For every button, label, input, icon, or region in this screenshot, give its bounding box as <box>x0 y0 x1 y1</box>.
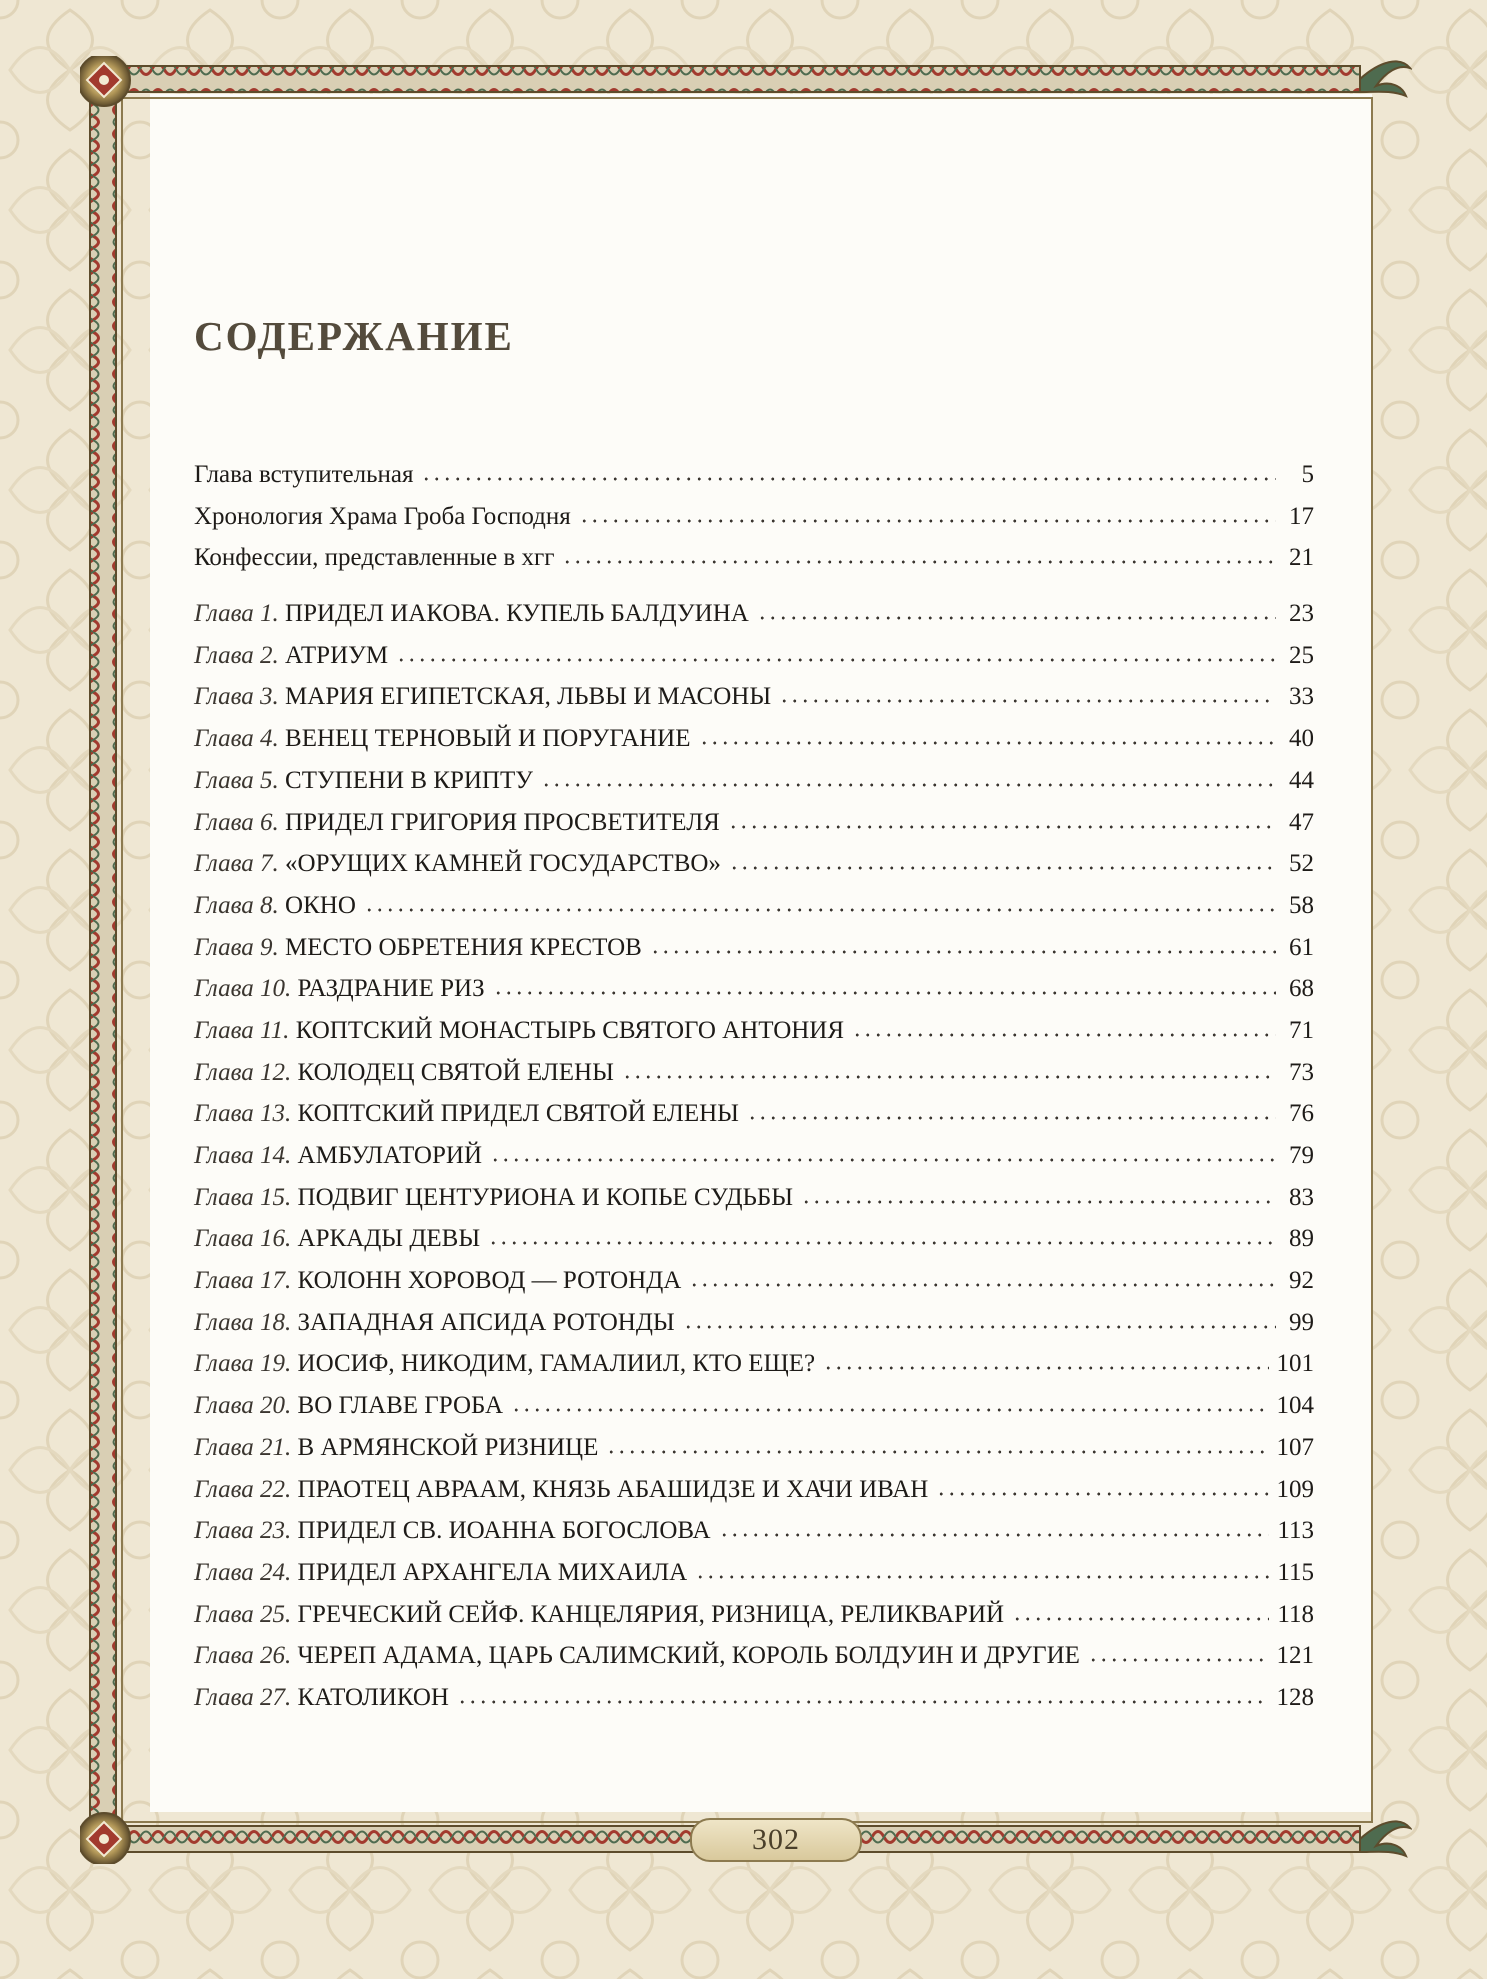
chapter-title: АМБУЛАТОРИЙ <box>297 1142 482 1169</box>
toc-entry-label <box>194 1100 739 1128</box>
toc-entry-front-2[interactable] <box>194 503 1314 545</box>
chapter-number: Глава 14. <box>194 1142 292 1169</box>
dot-leader <box>729 865 1276 871</box>
dot-leader <box>779 698 1276 704</box>
toc-page-number: 109 <box>1276 1475 1314 1503</box>
toc-entry-front-1[interactable] <box>194 461 1314 503</box>
chapter-title: АТРИУМ <box>285 641 389 669</box>
chapter-title: ОКНО <box>285 891 356 919</box>
toc-page-number: 121 <box>1276 1642 1314 1670</box>
dot-leader <box>541 782 1276 788</box>
dot-leader <box>457 1699 1269 1705</box>
toc-entry-label <box>194 1642 1080 1670</box>
page-number-cartouche <box>690 1818 862 1862</box>
chapter-title: ПРИДЕЛ ИАКОВА. КУПЕЛЬ БАЛДУИНА <box>285 600 749 628</box>
toc-entry-label <box>194 1392 503 1420</box>
toc-entry-chapter-23[interactable] <box>194 1517 1314 1559</box>
toc-page-number: 47 <box>1289 808 1314 836</box>
toc-entry-label <box>194 600 749 628</box>
toc-entry-chapter-24[interactable] <box>194 1559 1314 1601</box>
dot-leader <box>622 1074 1276 1080</box>
dot-leader <box>683 1324 1276 1330</box>
chapter-number: Глава 17. <box>194 1267 292 1295</box>
chapter-number: Глава 11. <box>194 1016 290 1044</box>
chapter-number: Глава 7. <box>194 850 279 878</box>
toc-entry-label <box>194 1267 681 1295</box>
dot-leader <box>562 559 1276 565</box>
toc-entry-label <box>194 1350 815 1378</box>
chapter-number: Глава 10. <box>194 975 292 1003</box>
toc-entry-label <box>194 1142 482 1170</box>
chapter-number: Глава 23. <box>194 1517 292 1545</box>
toc-entry-chapter-10[interactable] <box>194 975 1314 1017</box>
toc-entry-chapter-12[interactable] <box>194 1059 1314 1101</box>
toc-page-number: 89 <box>1289 1225 1314 1253</box>
dot-leader <box>801 1199 1276 1205</box>
toc-entry-chapter-5[interactable] <box>194 767 1314 809</box>
toc-entry-chapter-16[interactable] <box>194 1225 1314 1267</box>
toc-entry-chapter-20[interactable] <box>194 1392 1314 1434</box>
dot-leader <box>823 1365 1268 1371</box>
toc-entry-chapter-9[interactable] <box>194 934 1314 976</box>
chapter-number: Глава 27. <box>194 1683 292 1711</box>
toc-entry-chapter-4[interactable] <box>194 725 1314 767</box>
toc-entry-label <box>194 1684 449 1712</box>
dot-leader <box>396 657 1276 663</box>
toc-entry-chapter-6[interactable] <box>194 809 1314 851</box>
chapter-number: Глава 3. <box>194 683 279 711</box>
dot-leader <box>364 907 1276 913</box>
chapter-title: ПРИДЕЛ АРХАНГЕЛА МИХАИЛА <box>297 1558 688 1586</box>
chapter-title: ПОДВИГ ЦЕНТУРИОНА И КОПЬЕ СУДЬБЫ <box>297 1183 794 1211</box>
toc-entry-chapter-1[interactable] <box>194 600 1314 642</box>
chapter-title: МАРИЯ ЕГИПЕТСКАЯ, ЛЬВЫ И МАСОНЫ <box>285 683 772 711</box>
toc-entry-label <box>194 850 721 878</box>
toc-page-number: 71 <box>1289 1016 1314 1044</box>
page-title: СОДЕРЖАНИЕ <box>194 313 514 359</box>
dot-leader <box>852 1032 1276 1038</box>
chapter-title: ПРИДЕЛ ГРИГОРИЯ ПРОСВЕТИТЕЛЯ <box>285 808 720 836</box>
chapter-title: РАЗДРАНИЕ РИЗ <box>297 975 485 1003</box>
chapter-title: ЧЕРЕП АДАМА, ЦАРЬ САЛИМСКИЙ, КОРОЛЬ БОЛДУИН И ДРУГИЕ <box>297 1642 1080 1670</box>
dot-leader <box>689 1282 1276 1288</box>
toc-entry-label <box>194 1434 598 1462</box>
toc-entry-chapter-11[interactable] <box>194 1017 1314 1059</box>
toc-page-number: 115 <box>1277 1558 1314 1586</box>
chapter-title: КОПТСКИЙ ПРИДЕЛ СВЯТОЙ ЕЛЕНЫ <box>297 1100 739 1128</box>
toc-page-number: 83 <box>1289 1183 1314 1211</box>
table-of-contents <box>194 461 1314 1726</box>
toc-entry-front-3[interactable] <box>194 544 1314 586</box>
chapter-number: Глава 24. <box>194 1558 292 1586</box>
toc-entry-chapter-22[interactable] <box>194 1476 1314 1518</box>
toc-entry-chapter-17[interactable] <box>194 1267 1314 1309</box>
toc-entry-chapter-7[interactable] <box>194 850 1314 892</box>
dot-leader <box>606 1449 1268 1455</box>
chapter-title: КАТОЛИКОН <box>297 1683 449 1711</box>
dot-leader <box>728 824 1276 830</box>
toc-entry-label: Конфессии, представленные в хгг <box>194 544 555 572</box>
toc-entry-chapter-19[interactable] <box>194 1350 1314 1392</box>
toc-page-number: 79 <box>1289 1142 1314 1169</box>
toc-page-number: 5 <box>1301 461 1314 488</box>
dot-leader <box>579 518 1276 524</box>
chapter-number: Глава 18. <box>194 1308 292 1336</box>
chapter-number: Глава 15. <box>194 1183 292 1211</box>
toc-entry-chapter-3[interactable] <box>194 683 1314 725</box>
chapter-title: ВО ГЛАВЕ ГРОБА <box>297 1392 504 1420</box>
chapter-title: МЕСТО ОБРЕТЕНИЯ КРЕСТОВ <box>285 933 642 961</box>
toc-page-number: 40 <box>1289 725 1314 753</box>
toc-entry-label: Глава вступительная <box>194 461 414 488</box>
toc-entry-label <box>194 1017 844 1045</box>
toc-entry-label <box>194 1059 614 1087</box>
chapter-title: СТУПЕНИ В КРИПТУ <box>285 766 533 794</box>
chapter-number: Глава 12. <box>194 1058 292 1086</box>
chapter-title: ИОСИФ, НИКОДИМ, ГАМАЛИИЛ, КТО ЕЩЕ? <box>297 1350 816 1378</box>
toc-page-number: 73 <box>1289 1058 1314 1086</box>
chapter-number: Глава 22. <box>194 1475 292 1503</box>
toc-entry-label <box>194 725 691 753</box>
chapter-number: Глава 5. <box>194 766 279 794</box>
toc-entry-label <box>194 767 533 795</box>
toc-page-number: 58 <box>1289 891 1314 919</box>
toc-page-number: 25 <box>1289 641 1314 669</box>
chapter-number: Глава 4. <box>194 725 279 753</box>
toc-entry-chapter-25[interactable] <box>194 1601 1314 1643</box>
toc-page-number: 52 <box>1289 850 1314 878</box>
chapter-title: АРКАДЫ ДЕВЫ <box>297 1225 481 1253</box>
toc-entry-chapter-27[interactable] <box>194 1684 1314 1726</box>
toc-page-number: 68 <box>1289 975 1314 1003</box>
chapter-title: ПРИДЕЛ СВ. ИОАННА БОГОСЛОВА <box>297 1517 711 1545</box>
toc-page-number: 107 <box>1276 1433 1314 1461</box>
toc-page-number: 17 <box>1289 502 1314 530</box>
chapter-title: КОПТСКИЙ МОНАСТЫРЬ СВЯТОГО АНТОНИЯ <box>295 1016 845 1044</box>
chapter-number: Глава 25. <box>194 1600 292 1628</box>
chapter-number: Глава 16. <box>194 1225 292 1253</box>
toc-page-number: 99 <box>1289 1308 1314 1336</box>
toc-entry-label <box>194 1476 928 1504</box>
chapter-title: КОЛОНН ХОРОВОД — РОТОНДА <box>297 1267 682 1295</box>
dot-leader <box>490 1157 1276 1163</box>
toc-entry-label <box>194 809 720 837</box>
toc-page-number: 76 <box>1289 1100 1314 1128</box>
toc-page-number: 21 <box>1289 544 1314 572</box>
toc-page-number: 128 <box>1276 1683 1314 1711</box>
chapter-title: ВЕНЕЦ ТЕРНОВЫЙ И ПОРУГАНИЕ <box>285 725 691 753</box>
toc-entry-label <box>194 1225 480 1253</box>
toc-entry-label <box>194 1309 675 1337</box>
chapter-number: Глава 26. <box>194 1642 292 1670</box>
toc-entry-chapter-26[interactable] <box>194 1642 1314 1684</box>
toc-entry-label <box>194 642 388 670</box>
dot-leader <box>1088 1657 1269 1663</box>
toc-entry-label <box>194 934 642 962</box>
chapter-title: ГРЕЧЕСКИЙ СЕЙФ. КАНЦЕЛЯРИЯ, РИЗНИЦА, РЕЛИКВАРИЙ <box>297 1600 1005 1628</box>
toc-page-number: 113 <box>1277 1517 1314 1545</box>
chapter-number: Глава 2. <box>194 641 279 669</box>
toc-entry-label <box>194 1184 793 1212</box>
dot-leader <box>421 476 1276 482</box>
chapter-number: Глава 9. <box>194 933 279 961</box>
toc-entry-label <box>194 1517 711 1545</box>
chapter-number: Глава 1. <box>194 600 279 628</box>
chapter-title: ЗАПАДНАЯ АПСИДА РОТОНДЫ <box>297 1308 675 1336</box>
toc-page-number: 33 <box>1289 683 1314 711</box>
chapter-title: В АРМЯНСКОЙ РИЗНИЦЕ <box>297 1433 599 1461</box>
dot-leader <box>757 615 1276 621</box>
toc-page-number: 61 <box>1289 933 1314 961</box>
toc-entry-label: Хронология Храма Гроба Господня <box>194 502 571 530</box>
chapter-title: «ОРУЩИХ КАМНЕЙ ГОСУДАРСТВО» <box>285 850 721 878</box>
chapter-number: Глава 6. <box>194 808 279 836</box>
dot-leader <box>747 1115 1276 1121</box>
toc-entry-chapter-14[interactable] <box>194 1142 1314 1184</box>
toc-entry-chapter-2[interactable] <box>194 642 1314 684</box>
toc-entry-chapter-13[interactable] <box>194 1100 1314 1142</box>
dot-leader <box>936 1491 1268 1497</box>
toc-page-number: 101 <box>1276 1350 1314 1378</box>
toc-entry-chapter-15[interactable] <box>194 1184 1314 1226</box>
dot-leader <box>511 1407 1268 1413</box>
toc-page-number: 44 <box>1289 766 1314 794</box>
toc-page-number: 23 <box>1289 600 1314 628</box>
chapter-number: Глава 21. <box>194 1433 292 1461</box>
dot-leader <box>695 1574 1269 1580</box>
toc-page-number: 118 <box>1277 1600 1314 1628</box>
dot-leader <box>488 1240 1276 1246</box>
chapter-number: Глава 13. <box>194 1100 292 1128</box>
toc-entry-chapter-21[interactable] <box>194 1434 1314 1476</box>
toc-entry-label <box>194 892 356 920</box>
dot-leader <box>1012 1616 1269 1622</box>
chapter-number: Глава 19. <box>194 1350 292 1378</box>
dot-leader <box>650 949 1276 955</box>
toc-entry-chapter-8[interactable] <box>194 892 1314 934</box>
toc-page-number: 92 <box>1289 1267 1314 1295</box>
chapter-title: ПРАОТЕЦ АВРААМ, КНЯЗЬ АБАШИДЗЕ И ХАЧИ ИВАН <box>297 1475 929 1503</box>
toc-entry-label <box>194 683 771 711</box>
dot-leader <box>719 1532 1270 1538</box>
page-number: 302 <box>752 1823 800 1856</box>
dot-leader <box>699 740 1277 746</box>
toc-entry-chapter-18[interactable] <box>194 1309 1314 1351</box>
chapter-number: Глава 20. <box>194 1392 292 1420</box>
chapter-number: Глава 8. <box>194 891 279 919</box>
toc-entry-label <box>194 1559 687 1587</box>
chapter-title: КОЛОДЕЦ СВЯТОЙ ЕЛЕНЫ <box>297 1058 614 1086</box>
toc-entry-label <box>194 975 485 1003</box>
toc-page-number: 104 <box>1276 1392 1314 1420</box>
toc-entry-label <box>194 1601 1004 1629</box>
dot-leader <box>493 990 1276 996</box>
